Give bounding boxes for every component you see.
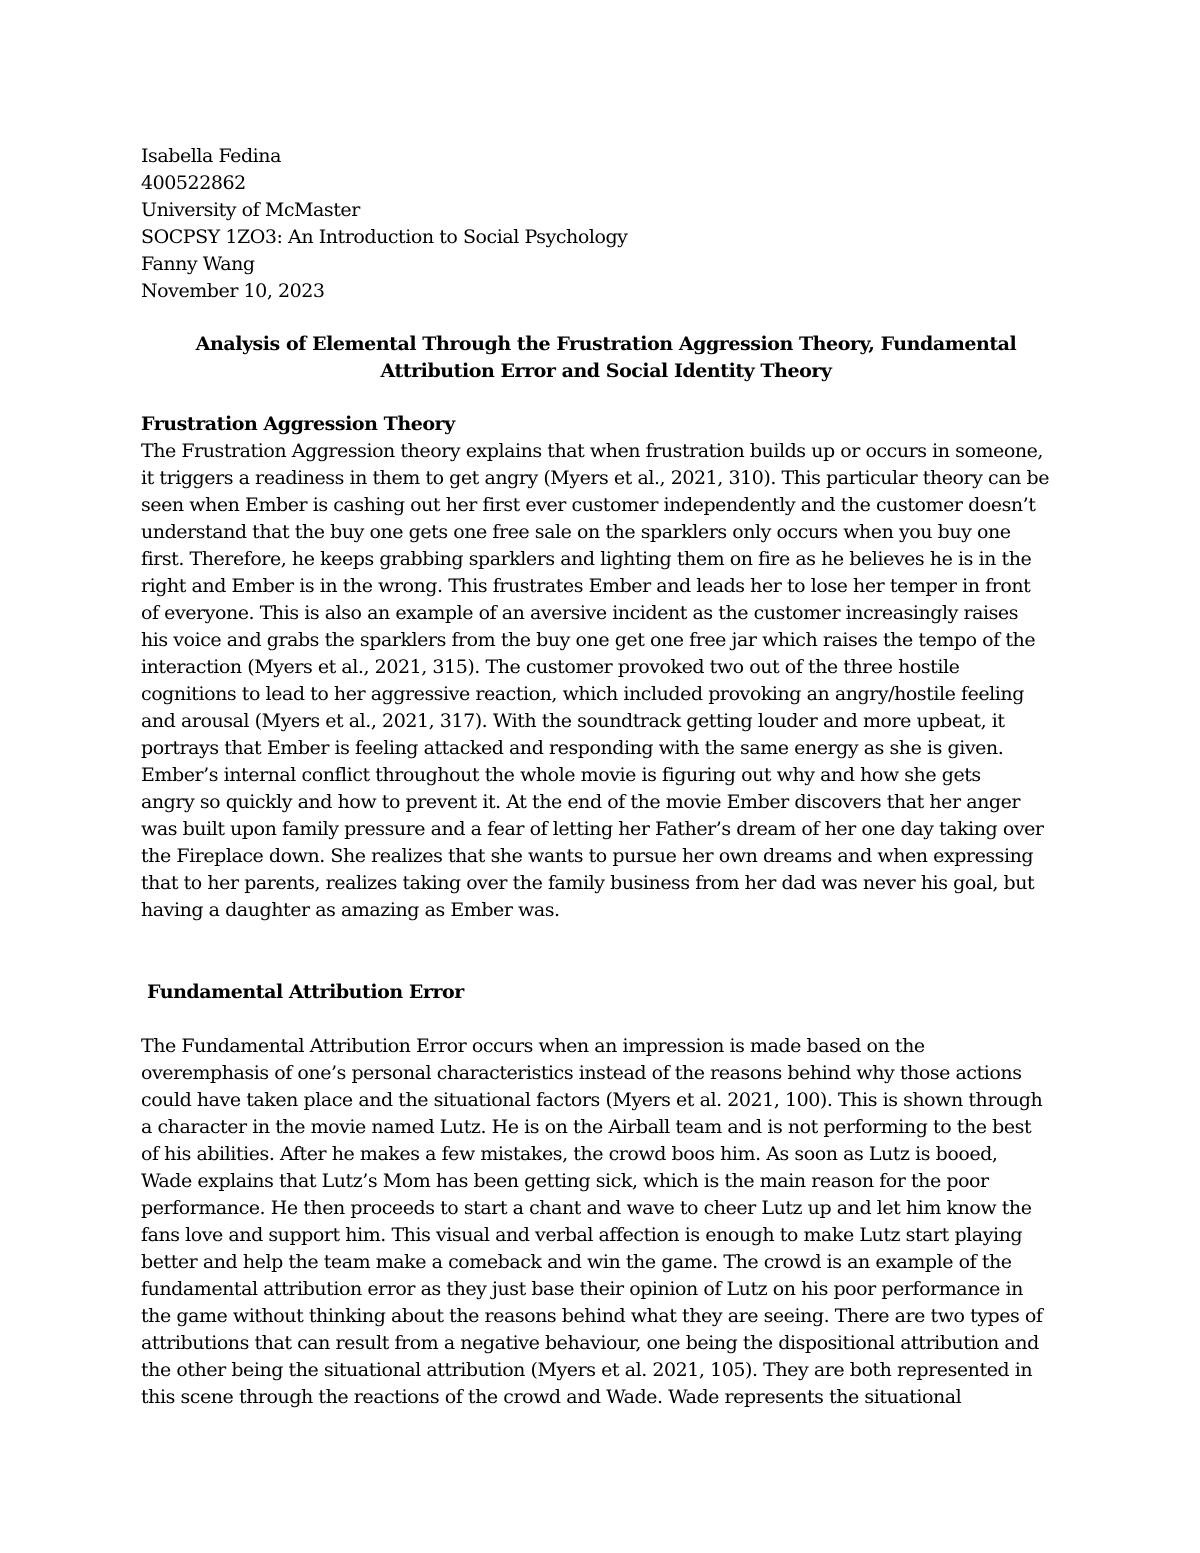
paragraph-line: this scene through the reactions of the crowd and Wade. Wade represents the situational <box>141 1386 962 1408</box>
section-heading-fundamental-attribution: Fundamental Attribution Error <box>147 981 464 1003</box>
paragraph-line: the other being the situational attribution (Myers et al. 2021, 105). They are both represented in <box>141 1359 1033 1381</box>
paragraph-line: better and help the team make a comeback and win the game. The crowd is an example of the <box>141 1251 1012 1273</box>
paragraph-line: of everyone. This is also an example of an aversive incident as the customer increasingly raises <box>141 602 1019 624</box>
paragraph-line: performance. He then proceeds to start a chant and wave to cheer Lutz up and let him know the <box>141 1197 1032 1219</box>
paragraph-line: Ember’s internal conflict throughout the whole movie is figuring out why and how she gets <box>141 764 981 786</box>
paragraph-line: was built upon family pressure and a fear of letting her Father’s dream of her one day taking over <box>141 818 1044 840</box>
paragraph-line: his voice and grabs the sparklers from the buy one get one free jar which raises the tempo of the <box>141 629 1036 651</box>
paragraph-line: of his abilities. After he makes a few mistakes, the crowd boos him. As soon as Lutz is booed, <box>141 1143 998 1165</box>
paragraph-line: that to her parents, realizes taking over the family business from her dad was never his goal, but <box>141 872 1035 894</box>
paragraph-line: Wade explains that Lutz’s Mom has been getting sick, which is the main reason for the poor <box>141 1170 989 1192</box>
paragraph-line: fundamental attribution error as they just base their opinion of Lutz on his poor performance in <box>141 1278 1023 1300</box>
paragraph-line: and arousal (Myers et al., 2021, 317). With the soundtrack getting louder and more upbeat, it <box>141 710 1005 732</box>
student-number: 400522862 <box>141 172 246 194</box>
paragraph-line: having a daughter as amazing as Ember was. <box>141 899 560 921</box>
paragraph-fundamental-attribution <box>141 1033 1071 1411</box>
paragraph-line: interaction (Myers et al., 2021, 315). The customer provoked two out of the three hostile <box>141 656 960 678</box>
document-title <box>141 331 1071 385</box>
title-line: Attribution Error and Social Identity Theory <box>380 360 832 382</box>
paragraph-line: first. Therefore, he keeps grabbing sparklers and lighting them on fire as he believes he is in the <box>141 548 1032 570</box>
paragraph-line: cognitions to lead to her aggressive reaction, which included provoking an angry/hostile feeling <box>141 683 1024 705</box>
paragraph-line: it triggers a readiness in them to get angry (Myers et al., 2021, 310). This particular theory can be <box>141 467 1050 489</box>
paragraph-line: portrays that Ember is feeling attacked and responding with the same energy as she is given. <box>141 737 1004 759</box>
paragraph-line: the game without thinking about the reasons behind what they are seeing. There are two types of <box>141 1305 1043 1327</box>
paragraph-line: attributions that can result from a negative behaviour, one being the dispositional attribution and <box>141 1332 1039 1354</box>
course-name: SOCPSY 1ZO3: An Introduction to Social Psychology <box>141 226 628 248</box>
instructor-name: Fanny Wang <box>141 253 255 275</box>
paragraph-frustration-aggression <box>141 438 1071 924</box>
paragraph-line: overemphasis of one’s personal characteristics instead of the reasons behind why those actions <box>141 1062 1022 1084</box>
title-line: Analysis of Elemental Through the Frustration Aggression Theory, Fundamental <box>195 333 1017 355</box>
paragraph-line: angry so quickly and how to prevent it. At the end of the movie Ember discovers that her anger <box>141 791 1021 813</box>
paragraph-line: a character in the movie named Lutz. He is on the Airball team and is not performing to the best <box>141 1116 1032 1138</box>
university: University of McMaster <box>141 199 360 221</box>
date: November 10, 2023 <box>141 280 325 302</box>
paragraph-line: seen when Ember is cashing out her first ever customer independently and the customer doesn’t <box>141 494 1036 516</box>
paragraph-line: fans love and support him. This visual and verbal affection is enough to make Lutz start playing <box>141 1224 1023 1246</box>
paragraph-line: the Fireplace down. She realizes that she wants to pursue her own dreams and when expressing <box>141 845 1034 867</box>
paragraph-line: right and Ember is in the wrong. This frustrates Ember and leads her to lose her temper in front <box>141 575 1031 597</box>
author-name: Isabella Fedina <box>141 145 281 167</box>
paragraph-line: could have taken place and the situational factors (Myers et al. 2021, 100). This is shown through <box>141 1089 1043 1111</box>
author-header <box>141 143 1071 305</box>
section-heading-frustration-aggression: Frustration Aggression Theory <box>141 413 455 435</box>
paragraph-line: understand that the buy one gets one free sale on the sparklers only occurs when you buy one <box>141 521 1011 543</box>
paragraph-line: The Fundamental Attribution Error occurs when an impression is made based on the <box>141 1035 925 1057</box>
paragraph-line: The Frustration Aggression theory explains that when frustration builds up or occurs in someone, <box>141 440 1043 462</box>
